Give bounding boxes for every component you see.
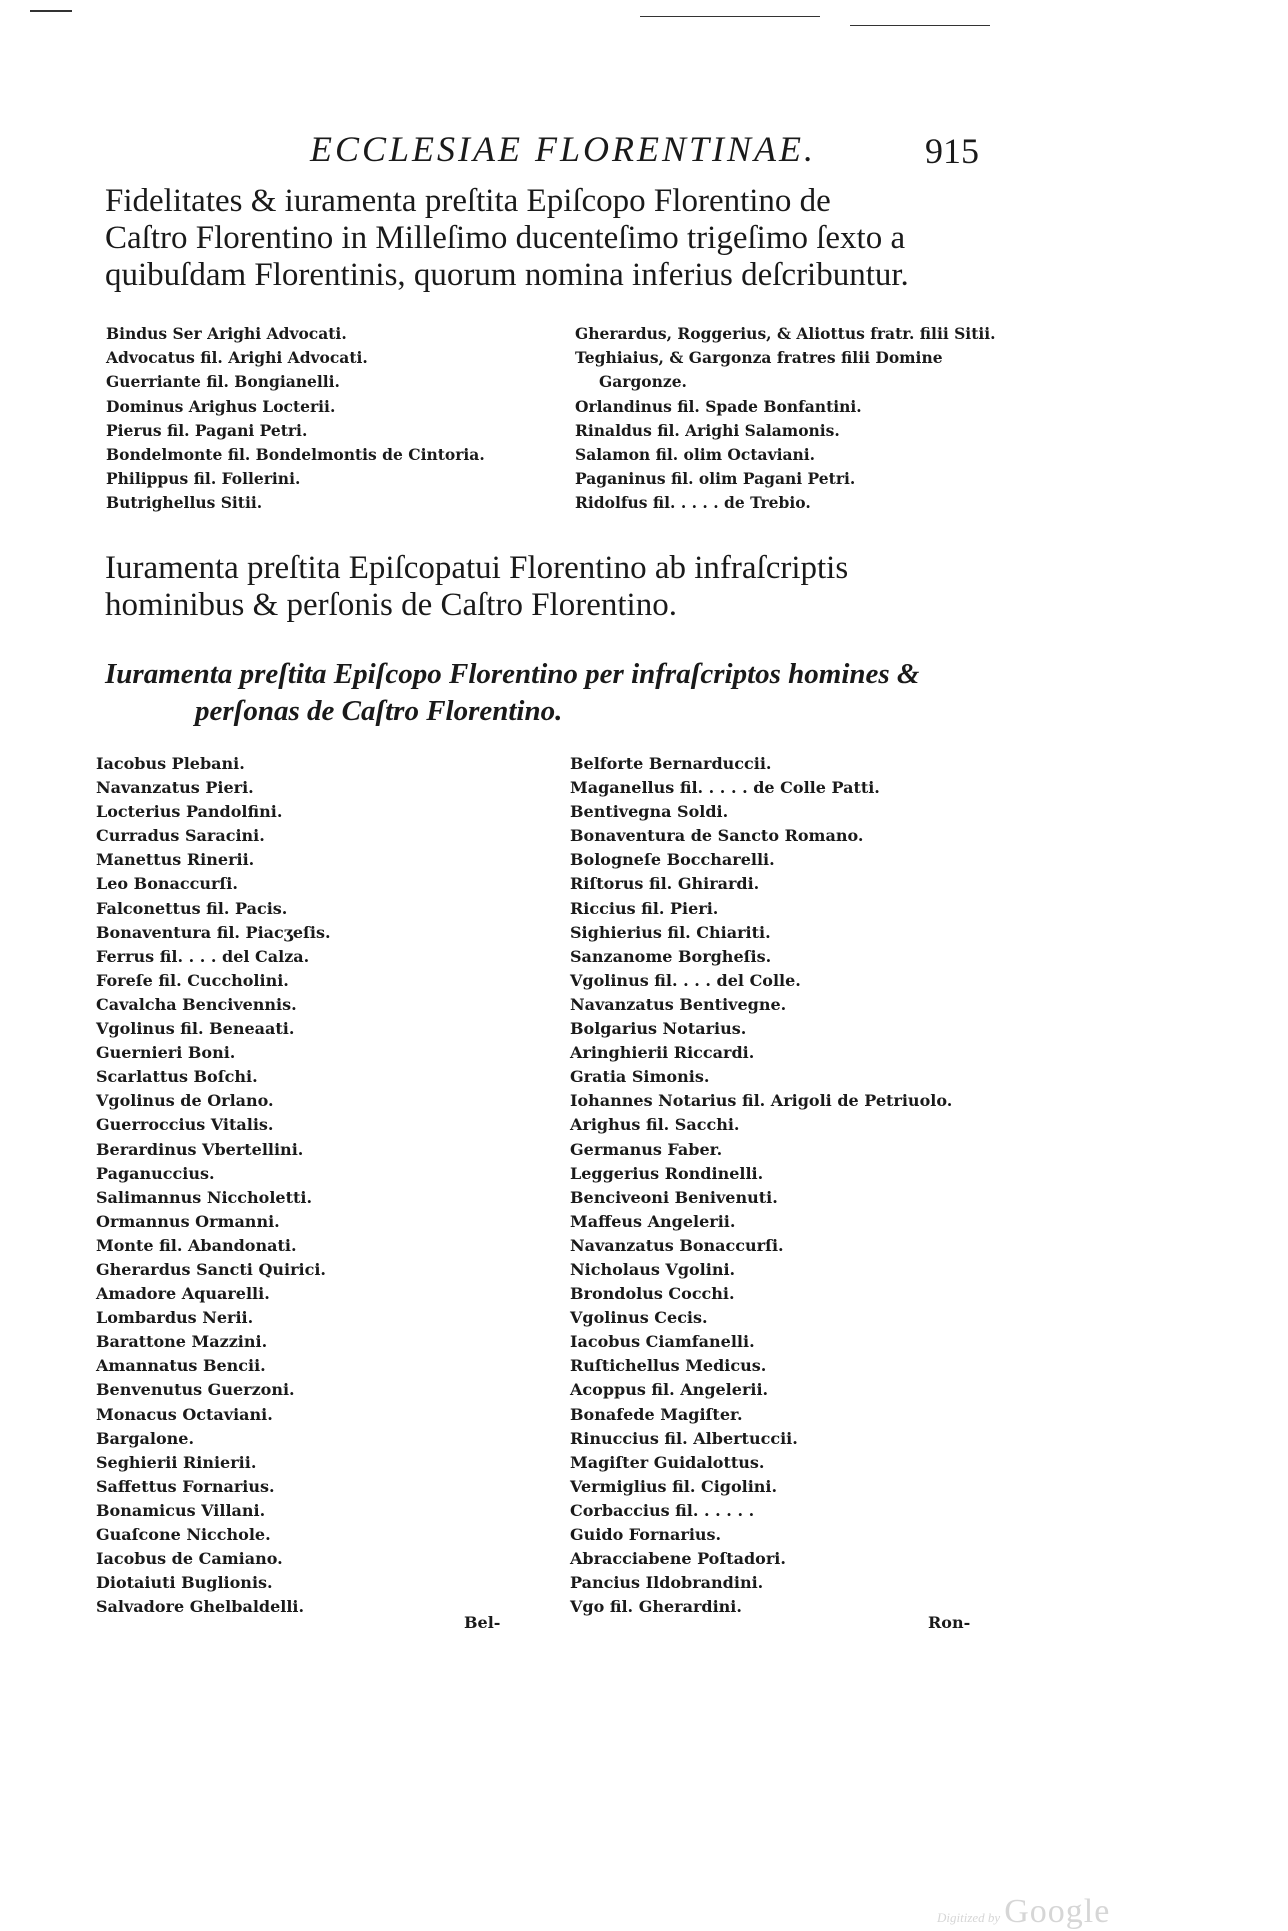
name-entry: Nicholaus Vgolini. xyxy=(570,1259,736,1279)
name-entry: Acoppus fil. Angelerii. xyxy=(570,1380,769,1400)
name-entry: Bonaventura de Sancto Romano. xyxy=(570,826,864,846)
name-entry: Vgolinus Cecis. xyxy=(570,1308,708,1328)
name-entry: Gratia Simonis. xyxy=(570,1067,710,1087)
digitization-watermark xyxy=(937,1893,1110,1931)
name-entry: Bonaventura fil. Piacʒeſis. xyxy=(96,922,331,942)
name-entry: Ridolfus fil. . . . . de Trebio. xyxy=(575,493,811,513)
name-entry: Pierus fil. Pagani Petri. xyxy=(106,420,308,440)
catchword-left: Bel- xyxy=(464,1613,501,1632)
name-entry: Seghierii Rinierii. xyxy=(96,1452,257,1472)
name-entry: Belforte Bernarduccii. xyxy=(570,754,772,773)
section1-right-column xyxy=(575,322,996,516)
name-entry: Leo Bonaccurſi. xyxy=(96,874,238,894)
name-entry: Barattone Mazzini. xyxy=(96,1332,268,1352)
name-entry: Navanzatus Bonaccurſi. xyxy=(570,1235,784,1255)
name-entry: Vgo fil. Gherardini. xyxy=(570,1597,742,1617)
name-entry: Curradus Saracini. xyxy=(96,826,265,846)
name-entry: Ruſtichellus Medicus. xyxy=(570,1356,767,1376)
name-entry: Lombardus Nerii. xyxy=(96,1308,254,1328)
name-entry: Brondolus Cocchi. xyxy=(570,1284,735,1304)
name-entry: Benvenutus Guerzoni. xyxy=(96,1380,295,1400)
name-entry: Vgolinus fil. Beneaati. xyxy=(96,1019,295,1039)
name-entry: Foreſe fil. Cuccholini. xyxy=(96,970,289,990)
name-entry: Salvadore Ghelbaldelli. xyxy=(96,1597,305,1617)
name-entry: Advocatus fil. Arighi Advocati. xyxy=(106,348,368,368)
name-entry: Rinaldus fil. Arighi Salamonis. xyxy=(575,420,840,440)
name-entry: Teghiaius, & Gargonza fratres filii Domine xyxy=(575,348,943,368)
name-entry: Sighierius fil. Chiariti. xyxy=(570,922,771,942)
section2-left-column xyxy=(96,752,331,1619)
name-entry: Monte fil. Abandonati. xyxy=(96,1235,297,1255)
name-entry: Bargalone. xyxy=(96,1428,195,1448)
heading-line: Fidelitates & iuramenta preſtita Epiſcopo Florentino de xyxy=(105,183,831,219)
name-entry: Amadore Aquarelli. xyxy=(96,1284,270,1304)
page-number: 915 xyxy=(925,131,979,171)
name-continuation: Gargonze. xyxy=(599,372,687,392)
name-entry: Cavalcha Bencivennis. xyxy=(96,994,297,1014)
name-entry: Sanzanome Borgheſis. xyxy=(570,946,772,966)
name-entry xyxy=(575,370,996,394)
subheading-line: Iuramenta preſtita Epiſcopo Florentino per infraſcriptos homines & xyxy=(105,658,920,690)
name-entry: Maganellus fil. . . . . de Colle Patti. xyxy=(570,778,880,798)
name-entry: Gherardus, Roggerius, & Aliottus fratr. filii Sitii. xyxy=(575,324,996,343)
running-header: ECCLESIAE FLORENTINAE. xyxy=(310,129,816,169)
name-entry: Locterius Pandolfini. xyxy=(96,802,283,822)
heading-line: Iuramenta preſtita Epiſcopatui Florentino ab infraſcriptis xyxy=(105,550,849,586)
google-logo: Google xyxy=(1004,1893,1111,1930)
section2-heading xyxy=(105,550,1025,624)
name-entry: Riccius fil. Pieri. xyxy=(570,898,719,918)
watermark-prefix: Digitized by xyxy=(937,1910,1001,1925)
name-entry: Butrighellus Sitii. xyxy=(106,493,263,513)
name-entry: Bonafede Magiſter. xyxy=(570,1404,743,1424)
catchword-right: Ron- xyxy=(928,1613,971,1632)
name-entry: Gherardus Sancti Quirici. xyxy=(96,1259,326,1279)
name-entry: Navanzatus Pieri. xyxy=(96,778,254,798)
name-entry: Salimannus Niccholetti. xyxy=(96,1187,313,1207)
top-right-rule xyxy=(850,25,990,26)
name-entry: Salamon fil. olim Octaviani. xyxy=(575,444,816,464)
name-entry: Vgolinus fil. . . . del Colle. xyxy=(570,970,801,990)
name-entry: Ferrus fil. . . . del Calza. xyxy=(96,946,310,966)
name-entry: Guerroccius Vitalis. xyxy=(96,1115,274,1135)
name-entry: Falconettus fil. Pacis. xyxy=(96,898,288,918)
name-entry: Ormannus Ormanni. xyxy=(96,1211,280,1231)
name-entry: Iohannes Notarius fil. Arigoli de Petriuolo. xyxy=(570,1091,953,1111)
subheading-line: perſonas de Caſtro Florentino. xyxy=(195,695,563,727)
name-entry: Arighus fil. Sacchi. xyxy=(570,1115,740,1135)
name-entry: Manettus Rinerii. xyxy=(96,850,255,870)
name-entry: Leggerius Rondinelli. xyxy=(570,1163,764,1183)
name-entry: Monacus Octaviani. xyxy=(96,1404,273,1424)
name-entry: Paganuccius. xyxy=(96,1163,215,1183)
name-entry: Bindus Ser Arighi Advocati. xyxy=(106,324,347,343)
section2-right-column xyxy=(570,752,952,1619)
name-entry: Guernieri Boni. xyxy=(96,1043,236,1063)
heading-line: quibuſdam Florentinis, quorum nomina inferius deſcribuntur. xyxy=(105,257,909,293)
name-entry: Abracciabene Poſtadori. xyxy=(570,1549,786,1569)
name-entry: Bologneſe Boccharelli. xyxy=(570,850,775,870)
heading-line: hominibus & perſonis de Caſtro Florentino. xyxy=(105,587,677,623)
name-entry: Scarlattus Boſchi. xyxy=(96,1067,258,1087)
name-entry: Riſtorus fil. Ghirardi. xyxy=(570,874,760,894)
section1-left-column xyxy=(106,322,485,516)
name-entry: Dominus Arighus Locterii. xyxy=(106,396,336,416)
top-left-rule xyxy=(30,10,72,12)
name-entry: Navanzatus Bentivegne. xyxy=(570,994,787,1014)
name-entry: Rinuccius fil. Albertuccii. xyxy=(570,1428,798,1448)
name-entry: Bentivegna Soldi. xyxy=(570,802,729,822)
name-entry: Magiſter Guidalottus. xyxy=(570,1452,765,1472)
name-entry: Philippus fil. Follerini. xyxy=(106,469,301,489)
section2-subheading xyxy=(105,656,1005,730)
name-entry: Bondelmonte fil. Bondelmontis de Cintoria. xyxy=(106,444,485,464)
name-entry: Iacobus Plebani. xyxy=(96,754,245,773)
name-entry: Guerriante fil. Bongianelli. xyxy=(106,372,340,392)
name-entry: Guaſcone Nicchole. xyxy=(96,1525,271,1544)
name-entry: Benciveoni Benivenuti. xyxy=(570,1187,778,1207)
name-entry: Germanus Faber. xyxy=(570,1139,723,1159)
name-entry: Bolgarius Notarius. xyxy=(570,1019,747,1039)
name-entry: Pancius Ildobrandini. xyxy=(570,1573,764,1593)
name-entry: Orlandinus fil. Spade Bonfantini. xyxy=(575,396,862,416)
name-entry: Bonamicus Villani. xyxy=(96,1500,266,1520)
name-entry: Vermiglius fil. Cigolini. xyxy=(570,1476,778,1496)
name-entry: Iacobus Ciamfanelli. xyxy=(570,1332,755,1352)
name-entry: Amannatus Bencii. xyxy=(96,1356,266,1376)
name-entry: Diotaiuti Buglionis. xyxy=(96,1573,273,1593)
name-entry: Berardinus Vbertellini. xyxy=(96,1139,304,1159)
name-entry: Paganinus fil. olim Pagani Petri. xyxy=(575,469,856,489)
name-entry: Iacobus de Camiano. xyxy=(96,1549,283,1569)
heading-line: Caſtro Florentino in Milleſimo ducenteſimo trigeſimo ſexto a xyxy=(105,220,906,256)
section1-heading xyxy=(105,183,1025,294)
top-center-rule xyxy=(640,16,820,17)
name-entry: Guido Fornarius. xyxy=(570,1525,722,1544)
name-entry: Maffeus Angelerii. xyxy=(570,1211,736,1231)
name-entry: Corbaccius fil. . . . . . xyxy=(570,1500,755,1520)
name-entry: Vgolinus de Orlano. xyxy=(96,1091,274,1111)
name-entry: Saffettus Fornarius. xyxy=(96,1476,275,1496)
name-entry: Aringhierii Riccardi. xyxy=(570,1043,755,1063)
